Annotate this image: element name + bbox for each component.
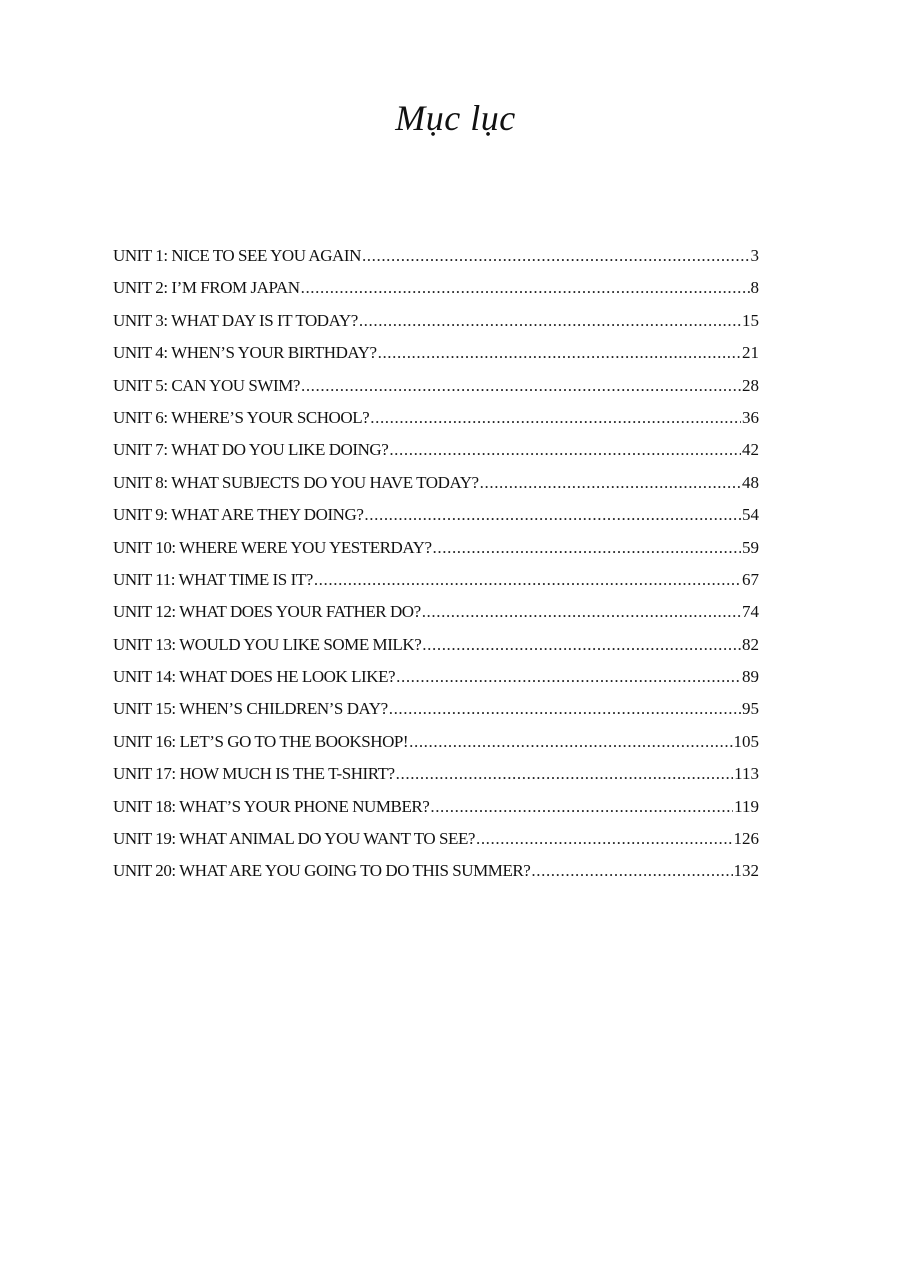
toc-entry-unit-6[interactable] <box>113 402 759 434</box>
toc-page-number: 15 <box>742 310 759 330</box>
toc-dot-leader <box>430 791 733 823</box>
toc-dot-leader <box>396 661 741 693</box>
toc-entry-unit-20[interactable] <box>113 855 759 887</box>
toc-entry-title: UNIT 1: NICE TO SEE YOU AGAIN <box>113 246 361 265</box>
toc-page-number: 67 <box>742 569 759 589</box>
toc-entry-unit-2[interactable] <box>113 272 759 304</box>
toc-dot-leader <box>378 337 741 369</box>
toc-page-number: 82 <box>742 634 759 654</box>
toc-entry-title: UNIT 2: I’M FROM JAPAN <box>113 278 300 298</box>
toc-dot-leader <box>359 305 741 337</box>
toc-page-number: 89 <box>742 667 759 687</box>
toc-dot-leader <box>433 532 741 564</box>
toc-page-number: 28 <box>742 375 759 395</box>
toc-page-number: 48 <box>742 472 759 492</box>
toc-dot-leader <box>389 693 741 725</box>
toc-page-number: 8 <box>750 278 759 298</box>
toc-page-number: 54 <box>742 505 759 525</box>
toc-entry-title: UNIT 3: WHAT DAY IS IT TODAY? <box>113 310 358 330</box>
toc-page-number: 36 <box>742 407 759 427</box>
toc-entry-unit-3[interactable] <box>113 305 759 337</box>
toc-page-number: 59 <box>742 537 759 557</box>
toc-entry-unit-14[interactable] <box>113 661 759 693</box>
toc-entry-title: UNIT 10: WHERE WERE YOU YESTERDAY? <box>113 537 432 557</box>
toc-entry-title: UNIT 17: HOW MUCH IS THE T-SHIRT? <box>113 764 395 784</box>
toc-entry-title: UNIT 5: CAN YOU SWIM? <box>113 375 300 395</box>
toc-entry-unit-18[interactable] <box>113 791 759 823</box>
toc-entry-unit-19[interactable] <box>113 823 759 855</box>
toc-entry-title: UNIT 18: WHAT’S YOUR PHONE NUMBER? <box>113 796 430 816</box>
toc-dot-leader <box>370 402 741 434</box>
toc-dot-leader <box>476 823 733 855</box>
toc-page-number: 132 <box>733 861 759 881</box>
toc-entry-title: UNIT 13: WOULD YOU LIKE SOME MILK? <box>113 634 422 654</box>
toc-dot-leader <box>422 596 741 628</box>
toc-entry-unit-10[interactable] <box>113 532 759 564</box>
toc-entry-title: UNIT 4: WHEN’S YOUR BIRTHDAY? <box>113 343 377 363</box>
toc-entry-title: UNIT 7: WHAT DO YOU LIKE DOING? <box>113 440 389 460</box>
toc-entry-unit-15[interactable] <box>113 693 759 725</box>
toc-page-number: 113 <box>734 764 759 784</box>
table-of-contents <box>113 240 759 888</box>
toc-entry-unit-8[interactable] <box>113 467 759 499</box>
toc-dot-leader <box>389 434 741 466</box>
toc-entry-unit-17[interactable] <box>113 758 759 790</box>
toc-entry-unit-12[interactable] <box>113 596 759 628</box>
toc-entry-unit-1[interactable] <box>113 240 759 272</box>
toc-dot-leader <box>409 726 732 758</box>
toc-entry-title: UNIT 11: WHAT TIME IS IT? <box>113 569 313 589</box>
toc-dot-leader <box>301 272 750 304</box>
toc-entry-title: UNIT 19: WHAT ANIMAL DO YOU WANT TO SEE? <box>113 829 475 849</box>
toc-dot-leader <box>396 758 733 790</box>
page-title: Mục lục <box>395 98 516 138</box>
toc-page-number: 119 <box>734 796 759 816</box>
toc-page-number: 3 <box>750 246 759 265</box>
toc-dot-leader <box>531 855 732 887</box>
toc-entry-unit-4[interactable] <box>113 337 759 369</box>
toc-entry-unit-16[interactable] <box>113 726 759 758</box>
toc-page-number: 95 <box>742 699 759 719</box>
toc-entry-title: UNIT 16: LET’S GO TO THE BOOKSHOP! <box>113 731 409 751</box>
toc-dot-leader <box>422 629 741 661</box>
toc-dot-leader <box>301 370 741 402</box>
toc-entry-unit-13[interactable] <box>113 629 759 661</box>
toc-dot-leader <box>362 240 750 272</box>
toc-entry-title: UNIT 8: WHAT SUBJECTS DO YOU HAVE TODAY? <box>113 472 479 492</box>
toc-entry-title: UNIT 15: WHEN’S CHILDREN’S DAY? <box>113 699 388 719</box>
toc-dot-leader <box>364 499 741 531</box>
toc-page-number: 105 <box>733 731 759 751</box>
toc-entry-title: UNIT 6: WHERE’S YOUR SCHOOL? <box>113 407 370 427</box>
toc-page-number: 21 <box>742 343 759 363</box>
toc-entry-title: UNIT 12: WHAT DOES YOUR FATHER DO? <box>113 602 421 622</box>
toc-dot-leader <box>314 564 741 596</box>
toc-page-number: 74 <box>742 602 759 622</box>
toc-page-number: 126 <box>733 829 759 849</box>
toc-dot-leader <box>480 467 741 499</box>
toc-entry-unit-11[interactable] <box>113 564 759 596</box>
toc-entry-unit-5[interactable] <box>113 370 759 402</box>
toc-page-number: 42 <box>742 440 759 460</box>
toc-entry-unit-9[interactable] <box>113 499 759 531</box>
toc-entry-title: UNIT 14: WHAT DOES HE LOOK LIKE? <box>113 667 396 687</box>
toc-entry-title: UNIT 9: WHAT ARE THEY DOING? <box>113 505 364 525</box>
toc-entry-unit-7[interactable] <box>113 434 759 466</box>
toc-entry-title: UNIT 20: WHAT ARE YOU GOING TO DO THIS SUMMER? <box>113 861 531 881</box>
